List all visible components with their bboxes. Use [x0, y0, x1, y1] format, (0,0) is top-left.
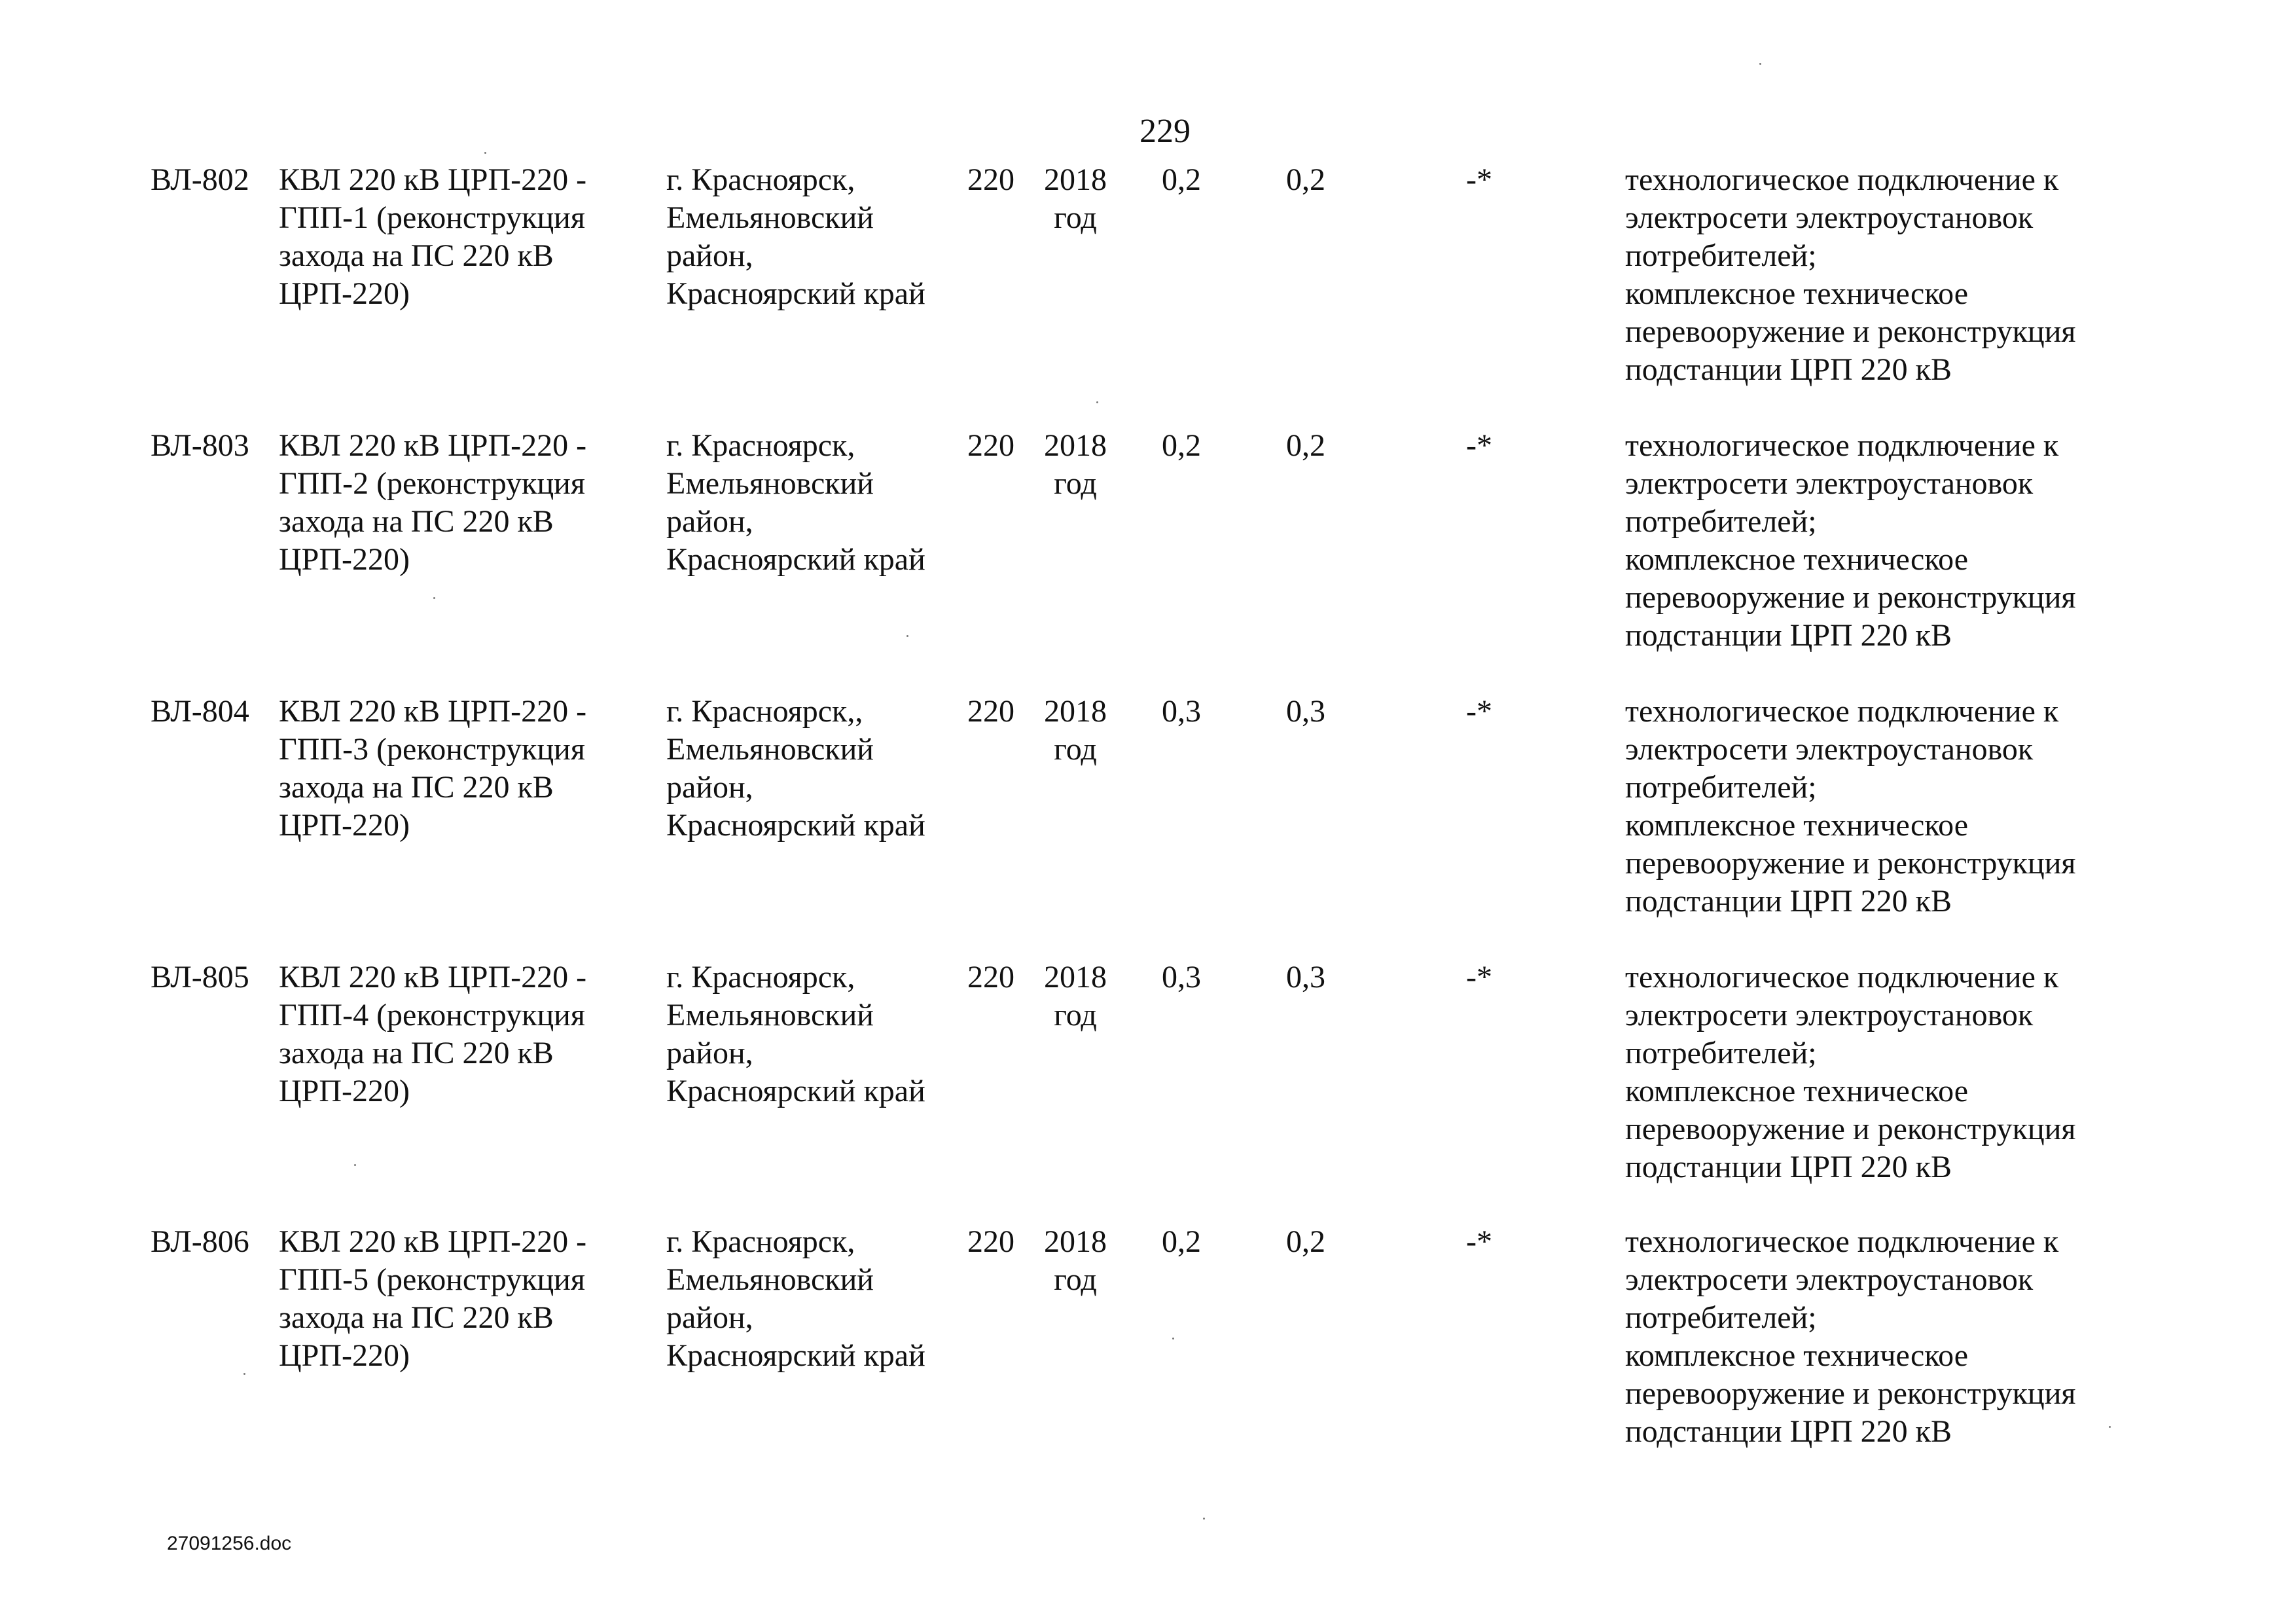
value-one: 0,3 [1162, 694, 1201, 729]
voltage-value: 220 [967, 1224, 1014, 1259]
scan-speck [433, 597, 435, 599]
object-code: ВЛ-804 [151, 694, 249, 729]
object-purpose: технологическое подключение к электросети электроустановок потребителей; комплексное техническое перевооружение и реконструкция подстанции ЦРП 220 кВ [1625, 694, 2076, 919]
object-code: ВЛ-805 [151, 960, 249, 994]
value-one: 0,3 [1162, 960, 1201, 994]
value-one: 0,2 [1162, 162, 1201, 197]
scan-speck [906, 635, 908, 637]
value-three: -* [1466, 162, 1492, 197]
object-name: КВЛ 220 кВ ЦРП-220 - ГПП-4 (реконструкция захода на ПС 220 кВ ЦРП-220) [279, 960, 587, 1108]
object-name: КВЛ 220 кВ ЦРП-220 - ГПП-5 (реконструкция захода на ПС 220 кВ ЦРП-220) [279, 1224, 587, 1373]
table-row [0, 693, 2296, 941]
object-name: КВЛ 220 кВ ЦРП-220 - ГПП-2 (реконструкция захода на ПС 220 кВ ЦРП-220) [279, 428, 587, 577]
object-purpose: технологическое подключение к электросети электроустановок потребителей; комплексное техническое перевооружение и реконструкция подстанции ЦРП 220 кВ [1625, 1224, 2076, 1449]
voltage-value: 220 [967, 162, 1014, 197]
object-code: ВЛ-802 [151, 162, 249, 197]
year-value: 2018 год [1044, 960, 1107, 1032]
table-row [0, 1223, 2296, 1472]
value-three: -* [1466, 694, 1492, 729]
year-value: 2018 год [1044, 694, 1107, 767]
value-one: 0,2 [1162, 1224, 1201, 1259]
year-value: 2018 год [1044, 428, 1107, 501]
value-one: 0,2 [1162, 428, 1201, 463]
object-name: КВЛ 220 кВ ЦРП-220 - ГПП-1 (реконструкция захода на ПС 220 кВ ЦРП-220) [279, 162, 587, 311]
value-three: -* [1466, 1224, 1492, 1259]
scan-speck [1203, 1518, 1205, 1520]
value-two: 0,2 [1286, 428, 1325, 463]
object-purpose: технологическое подключение к электросети электроустановок потребителей; комплексное техническое перевооружение и реконструкция подстанции ЦРП 220 кВ [1625, 960, 2076, 1184]
object-name: КВЛ 220 кВ ЦРП-220 - ГПП-3 (реконструкция захода на ПС 220 кВ ЦРП-220) [279, 694, 587, 843]
voltage-value: 220 [967, 960, 1014, 994]
object-code: ВЛ-806 [151, 1224, 249, 1259]
scan-speck [1759, 63, 1761, 65]
object-location: г. Красноярск, Емельяновский район, Красноярский край [666, 1224, 925, 1373]
scan-speck [354, 1164, 356, 1166]
table-row [0, 427, 2296, 676]
table-row [0, 161, 2296, 410]
value-three: -* [1466, 428, 1492, 463]
object-location: г. Красноярск, Емельяновский район, Красноярский край [666, 428, 925, 577]
voltage-value: 220 [967, 428, 1014, 463]
object-code: ВЛ-803 [151, 428, 249, 463]
voltage-value: 220 [967, 694, 1014, 729]
object-location: г. Красноярск,, Емельяновский район, Красноярский край [666, 694, 925, 843]
page-number: 229 [1139, 113, 1191, 150]
value-two: 0,2 [1286, 162, 1325, 197]
year-value: 2018 год [1044, 162, 1107, 235]
object-location: г. Красноярск, Емельяновский район, Красноярский край [666, 162, 925, 311]
object-location: г. Красноярск, Емельяновский район, Красноярский край [666, 960, 925, 1108]
value-two: 0,3 [1286, 694, 1325, 729]
scan-speck [484, 152, 486, 154]
value-three: -* [1466, 960, 1492, 994]
document-filename: 27091256.doc [167, 1533, 292, 1554]
year-value: 2018 год [1044, 1224, 1107, 1297]
scan-speck [2109, 1426, 2111, 1428]
scan-speck [1172, 1338, 1174, 1340]
value-two: 0,3 [1286, 960, 1325, 994]
object-purpose: технологическое подключение к электросети электроустановок потребителей; комплексное техническое перевооружение и реконструкция подстанции ЦРП 220 кВ [1625, 162, 2076, 387]
table-row [0, 958, 2296, 1207]
scan-speck [1096, 401, 1098, 403]
value-two: 0,2 [1286, 1224, 1325, 1259]
object-purpose: технологическое подключение к электросети электроустановок потребителей; комплексное техническое перевооружение и реконструкция подстанции ЦРП 220 кВ [1625, 428, 2076, 653]
scan-speck [243, 1373, 245, 1375]
